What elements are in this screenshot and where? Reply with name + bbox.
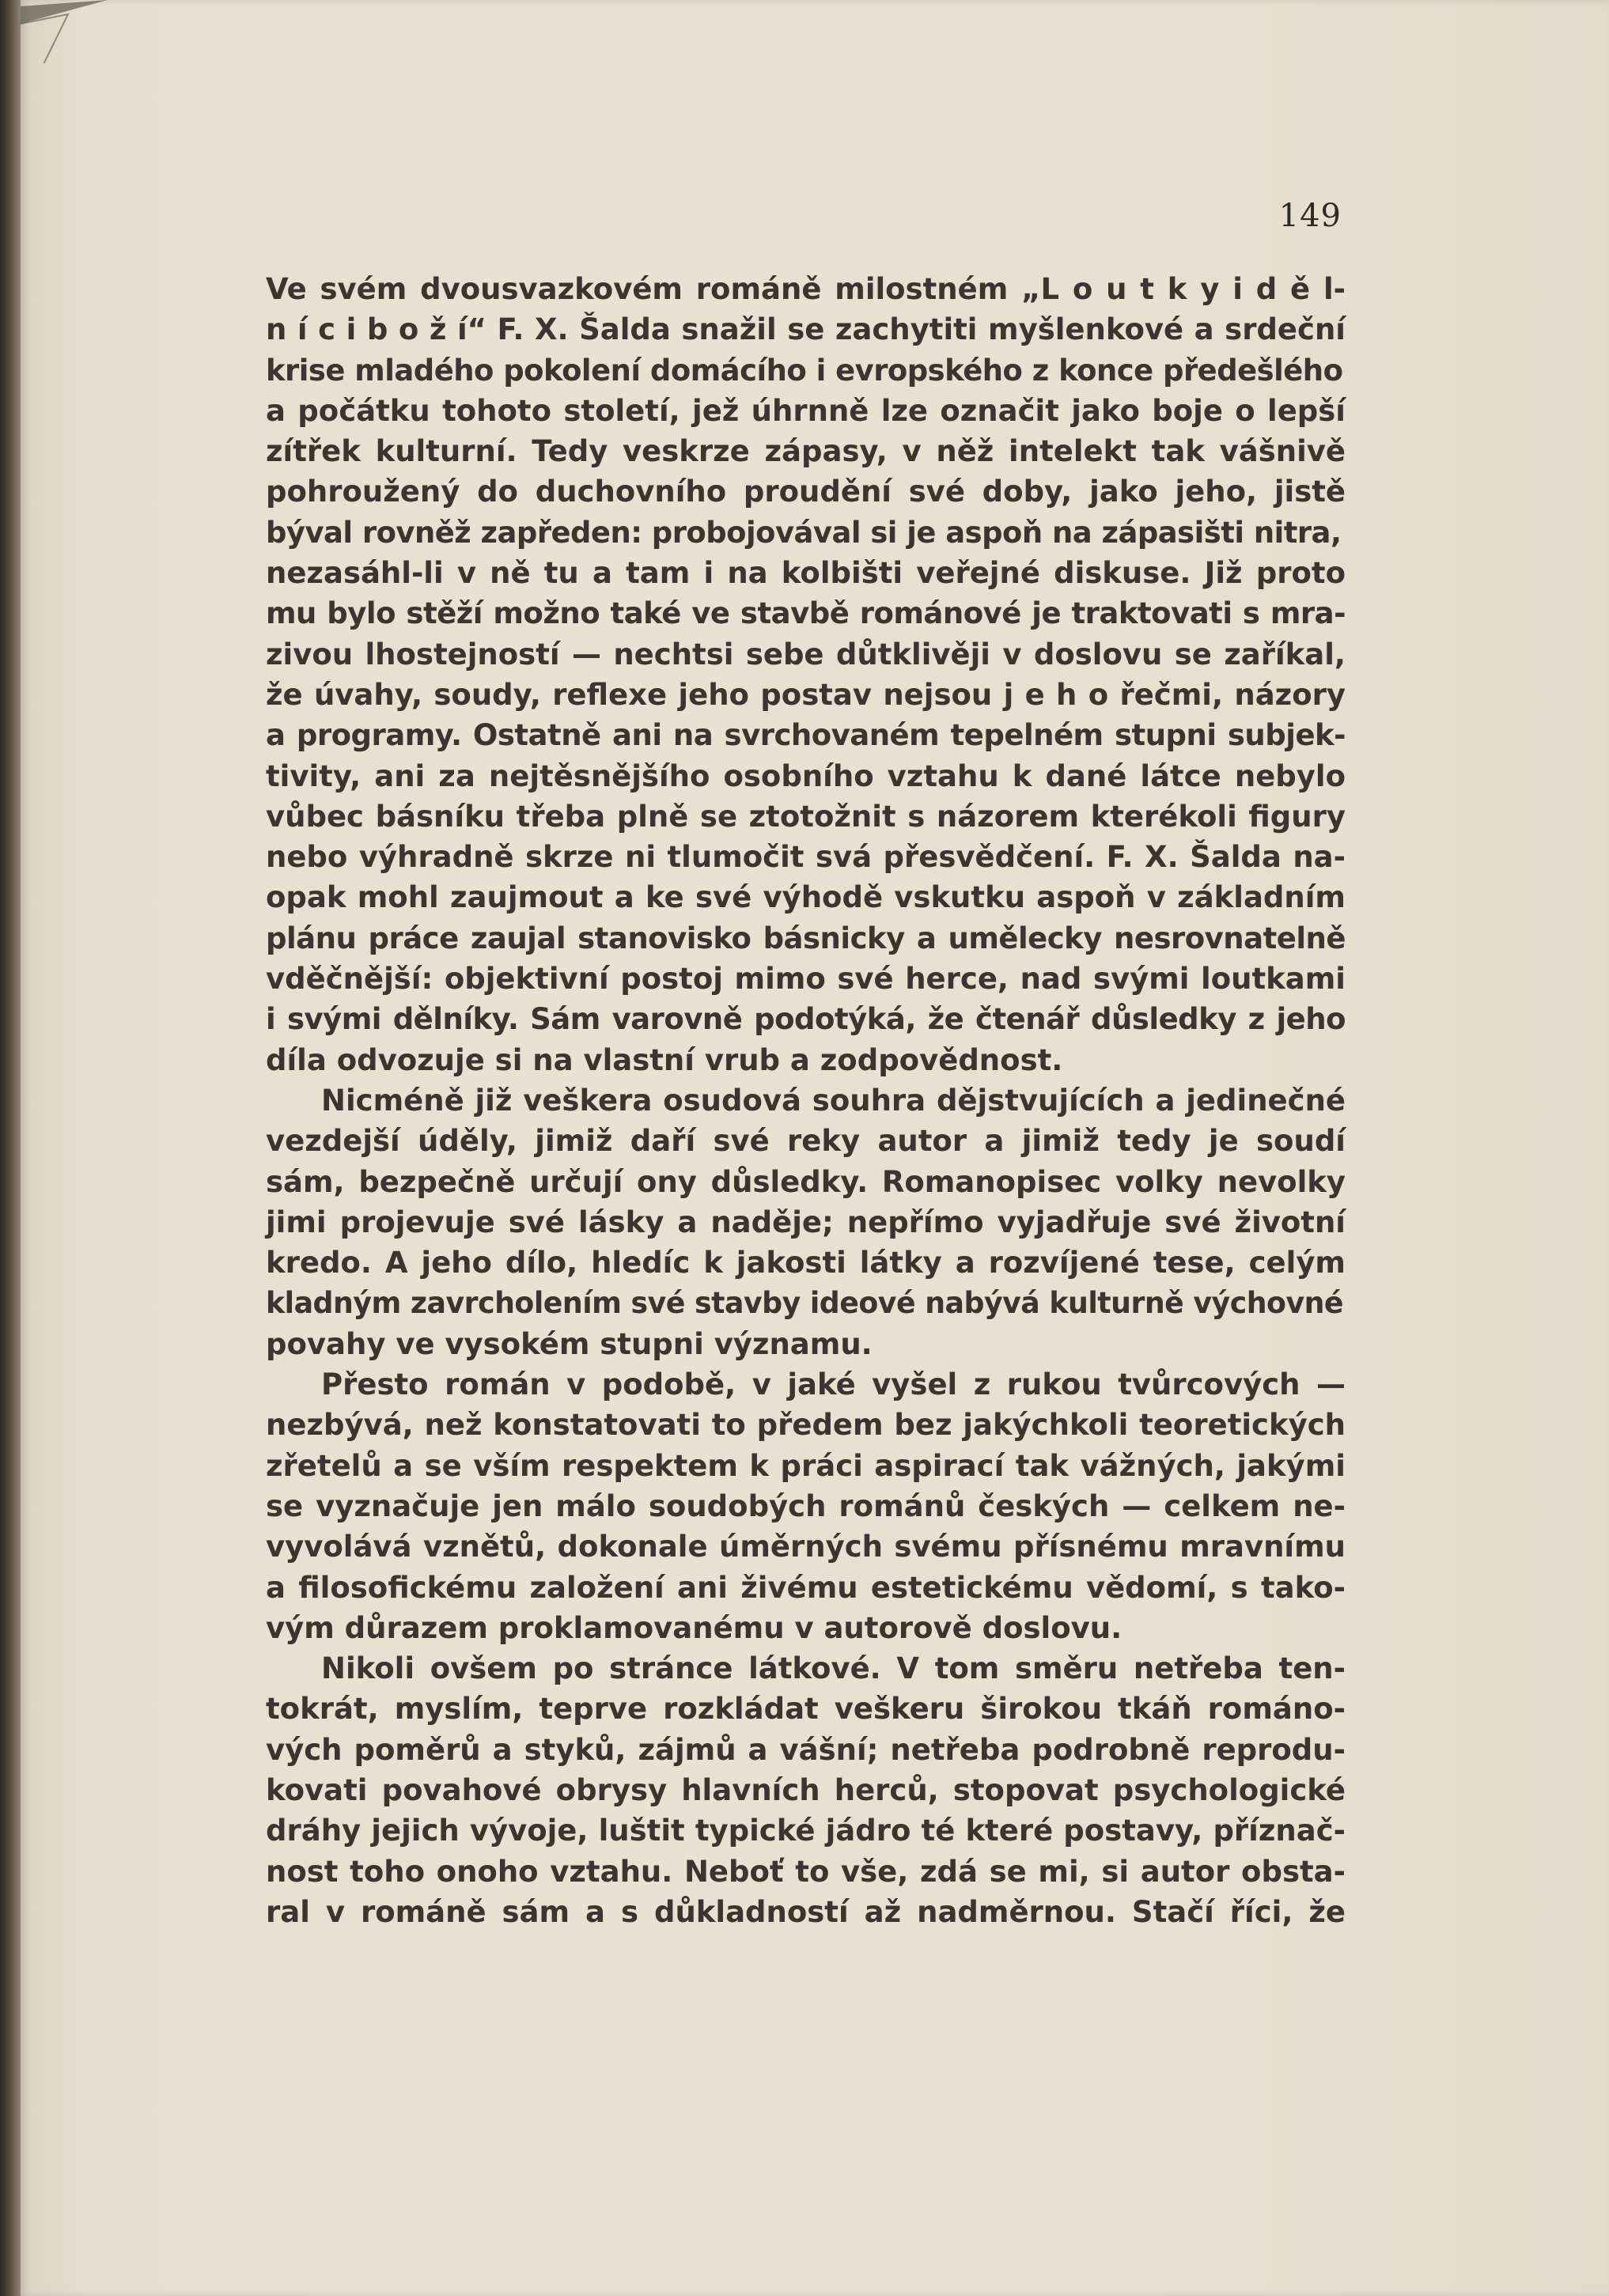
page-number: 149 bbox=[1278, 198, 1342, 234]
text-line: zivou lhostejností — nechtsi sebe důtklivěji v doslovu se zaříkal, bbox=[266, 637, 1346, 671]
text-line: zřetelů a se vším respektem k práci aspirací tak vážných, jakými bbox=[266, 1448, 1346, 1483]
text-line: tokrát, myslím, teprve rozkládat veškeru širokou tkáň románo- bbox=[266, 1692, 1346, 1727]
paragraph-1 bbox=[266, 269, 1346, 1080]
text-line: a programy. Ostatně ani na svrchovaném tepelném stupni subjek- bbox=[266, 718, 1346, 753]
paper-sheet bbox=[21, 0, 1609, 2296]
text-line: i svými dělníky. Sám varovně podotýká, že čtenář důsledky z jeho bbox=[266, 1002, 1346, 1037]
text-line: díla odvozuje si na vlastní vrub a zodpovědnost. bbox=[266, 1042, 1063, 1077]
text-line: a počátku tohoto století, jež úhrnně lze označit jako boje o lepší bbox=[266, 393, 1346, 428]
text-line: ral v románě sám a s důkladností až nadměrnou. Stačí říci, že bbox=[266, 1894, 1346, 1929]
text-line: opak mohl zaujmout a ke své výhodě vskutku aspoň v základním bbox=[266, 880, 1346, 915]
text-line: býval rovněž zapředen: probojovával si je aspoň na zápasišti nitra, bbox=[266, 515, 1342, 550]
text-line: Přesto román v podobě, v jaké vyšel z rukou tvůrcových — bbox=[321, 1367, 1346, 1402]
text-line: vůbec básníku třeba plně se ztotožnit s názorem kterékoli figury bbox=[266, 799, 1346, 834]
text-line: nezbývá, než konstatovati to předem bez jakýchkoli teoretických bbox=[266, 1408, 1346, 1443]
text-line: nebo výhradně skrze ni tlumočit svá přesvědčení. F. X. Šalda na- bbox=[266, 840, 1346, 875]
text-line: kredo. A jeho dílo, hledíc k jakosti látky a rozvíjené tese, celým bbox=[266, 1246, 1346, 1280]
paragraph-3 bbox=[266, 1364, 1346, 1648]
text-line: n í c i b o ž í“ F. X. Šalda snažil se zachytiti myšlenkové a srdeční bbox=[266, 312, 1346, 347]
text-line: vým důrazem proklamovanému v autorově doslovu. bbox=[266, 1610, 1123, 1645]
text-line: nezasáhl-li v ně tu a tam i na kolbišti veřejné diskuse. Již proto bbox=[266, 556, 1346, 591]
text-line: plánu práce zaujal stanovisko básnicky a umělecky nesrovnatelně bbox=[266, 921, 1346, 955]
paragraph-2 bbox=[266, 1080, 1346, 1364]
text-line: Ve svém dvousvazkovém románě milostném „L o u t k y i d ě l- bbox=[266, 272, 1346, 306]
page-corner-crease bbox=[21, 0, 115, 63]
paragraph-4 bbox=[266, 1648, 1346, 1932]
text-line: krise mladého pokolení domácího i evropského z konce předešlého bbox=[266, 353, 1343, 388]
text-line: jimi projevuje své lásky a naděje; nepřímo vyjadřuje své životní bbox=[266, 1205, 1346, 1239]
text-line: kladným zavrcholením své stavby ideové nabývá kulturně výchovné bbox=[266, 1286, 1344, 1321]
text-line: že úvahy, soudy, reflexe jeho postav nejsou j e h o řečmi, názory bbox=[266, 677, 1346, 712]
body-text bbox=[266, 269, 1346, 1932]
text-line: zítřek kulturní. Tedy veskrze zápasy, v něž intelekt tak vášnivě bbox=[266, 434, 1346, 469]
text-line: vděčnější: objektivní postoj mimo své herce, nad svými loutkami bbox=[266, 962, 1346, 997]
text-line: Nicméně již veškera osudová souhra dějstvujících a jedinečné bbox=[321, 1083, 1346, 1118]
text-line: vyvolává vznětů, dokonale úměrných svému přísnému mravnímu bbox=[266, 1530, 1346, 1564]
text-line: Nikoli ovšem po stránce látkové. V tom směru netřeba ten- bbox=[321, 1651, 1346, 1686]
book-binding-edge bbox=[0, 0, 21, 2296]
text-line: kovati povahové obrysy hlavních herců, stopovat psychologické bbox=[266, 1772, 1346, 1807]
text-line: vezdejší úděly, jimiž daří své reky autor a jimiž tedy je soudí bbox=[266, 1124, 1346, 1159]
text-line: vých poměrů a styků, zájmů a vášní; netřeba podrobně reprodu- bbox=[266, 1732, 1346, 1767]
text-line: se vyznačuje jen málo soudobých románů českých — celkem ne- bbox=[266, 1488, 1346, 1523]
text-line: pohroužený do duchovního proudění své doby, jako jeho, jistě bbox=[266, 475, 1346, 509]
text-line: tivity, ani za nejtěsnějšího osobního vztahu k dané látce nebylo bbox=[266, 758, 1346, 793]
text-line: dráhy jejich vývoje, luštit typické jádro té které postavy, příznač- bbox=[266, 1814, 1346, 1848]
text-line: sám, bezpečně určují ony důsledky. Romanopisec volky nevolky bbox=[266, 1164, 1346, 1199]
text-line: a filosofickému založení ani živému estetickému vědomí, s tako- bbox=[266, 1570, 1346, 1605]
text-line: povahy ve vysokém stupni významu. bbox=[266, 1326, 873, 1361]
text-line: mu bylo stěží možno také ve stavbě románové je traktovati s mra- bbox=[266, 596, 1346, 631]
text-line: nost toho onoho vztahu. Neboť to vše, zdá se mi, si autor obsta- bbox=[266, 1854, 1346, 1889]
